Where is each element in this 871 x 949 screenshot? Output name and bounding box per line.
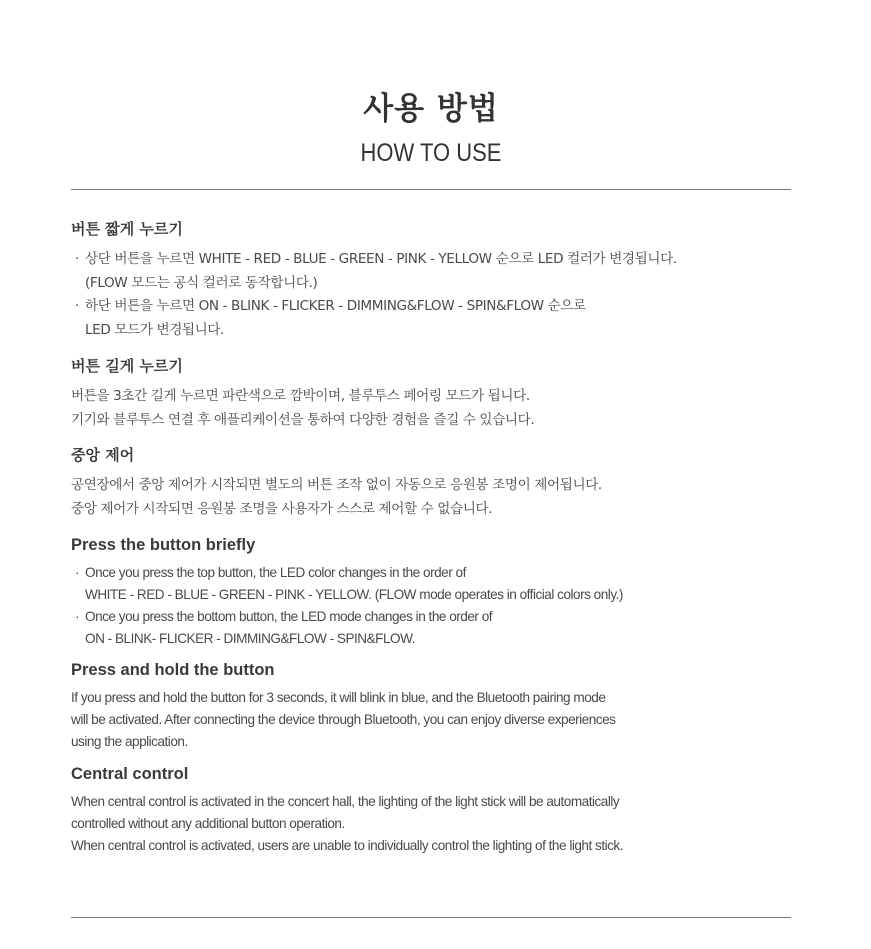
body-line: LED 모드가 변경됩니다. bbox=[85, 321, 225, 338]
section-title: Central control bbox=[71, 765, 189, 783]
body-line: Once you press the top button, the LED color changes in the order of bbox=[85, 565, 466, 580]
section-short-press-ko bbox=[71, 218, 791, 342]
body-line: 중앙 제어가 시작되면 응원봉 조명을 사용자가 스스로 제어할 수 없습니다. bbox=[71, 500, 493, 517]
page-title-english: HOW TO USE bbox=[360, 139, 502, 167]
instructions-content bbox=[71, 218, 791, 857]
bullet-item bbox=[71, 562, 791, 606]
body-line: 기기와 블루투스 연결 후 애플리케이션을 통하여 다양한 경험을 즐길 수 있습니다. bbox=[71, 411, 535, 428]
body-line: When central control is activated in the concert hall, the lighting of the light stick will be automatically bbox=[71, 794, 620, 809]
section-central-control-en bbox=[71, 763, 791, 857]
section-body bbox=[71, 385, 791, 432]
bullet-dot: · bbox=[75, 565, 80, 580]
section-long-press-ko bbox=[71, 355, 791, 432]
section-body bbox=[71, 562, 791, 650]
bullet-item bbox=[71, 248, 791, 295]
bullet-dot: · bbox=[75, 609, 80, 624]
body-line: (FLOW 모드는 공식 컬러로 동작합니다.) bbox=[85, 274, 318, 291]
section-short-press-en bbox=[71, 534, 791, 650]
bullet-item bbox=[71, 295, 791, 342]
body-line: will be activated. After connecting the device through Bluetooth, you can enjoy diverse experiences bbox=[71, 712, 616, 727]
body-line: If you press and hold the button for 3 seconds, it will blink in blue, and the Bluetooth pairing mode bbox=[71, 690, 606, 705]
top-divider bbox=[71, 189, 791, 190]
body-line: ON - BLINK- FLICKER - DIMMING&FLOW - SPIN&FLOW. bbox=[85, 631, 415, 646]
bullet-dot: · bbox=[75, 298, 79, 314]
bullet-dot: · bbox=[75, 251, 79, 267]
section-body bbox=[71, 474, 791, 521]
bottom-divider bbox=[71, 917, 791, 918]
section-central-control-ko bbox=[71, 444, 791, 521]
section-title: Press the button briefly bbox=[71, 536, 256, 554]
page-title-korean: 사용 방법 bbox=[363, 91, 499, 127]
body-line: 상단 버튼을 누르면 WHITE - RED - BLUE - GREEN - PINK - YELLOW 순으로 LED 컬러가 변경됩니다. bbox=[85, 251, 677, 267]
body-line: 버튼을 3초간 길게 누르면 파란색으로 깜박이며, 블루투스 페어링 모드가 됩니다. bbox=[71, 388, 530, 404]
section-body bbox=[71, 791, 791, 857]
bullet-item bbox=[71, 606, 791, 650]
body-line: using the application. bbox=[71, 734, 188, 749]
section-title: 버튼 길게 누르기 bbox=[71, 357, 183, 375]
section-body bbox=[71, 687, 791, 753]
body-line: Once you press the bottom button, the LED mode changes in the order of bbox=[85, 609, 493, 624]
body-line: 하단 버튼을 누르면 ON - BLINK - FLICKER - DIMMING&FLOW - SPIN&FLOW 순으로 bbox=[85, 298, 586, 314]
section-title: 버튼 짧게 누르기 bbox=[71, 220, 183, 238]
section-title: Press and hold the button bbox=[71, 661, 275, 679]
body-line: 공연장에서 중앙 제어가 시작되면 별도의 버튼 조작 없이 자동으로 응원봉 조명이 제어됩니다. bbox=[71, 477, 602, 493]
page-header bbox=[0, 88, 862, 170]
section-title: 중앙 제어 bbox=[71, 446, 135, 464]
body-line: WHITE - RED - BLUE - GREEN - PINK - YELLOW. (FLOW mode operates in official colors only.) bbox=[85, 587, 623, 602]
section-long-press-en bbox=[71, 659, 791, 753]
section-body bbox=[71, 248, 791, 342]
body-line: controlled without any additional button operation. bbox=[71, 816, 345, 831]
body-line: When central control is activated, users are unable to individually control the lighting of the light stick. bbox=[71, 838, 623, 853]
